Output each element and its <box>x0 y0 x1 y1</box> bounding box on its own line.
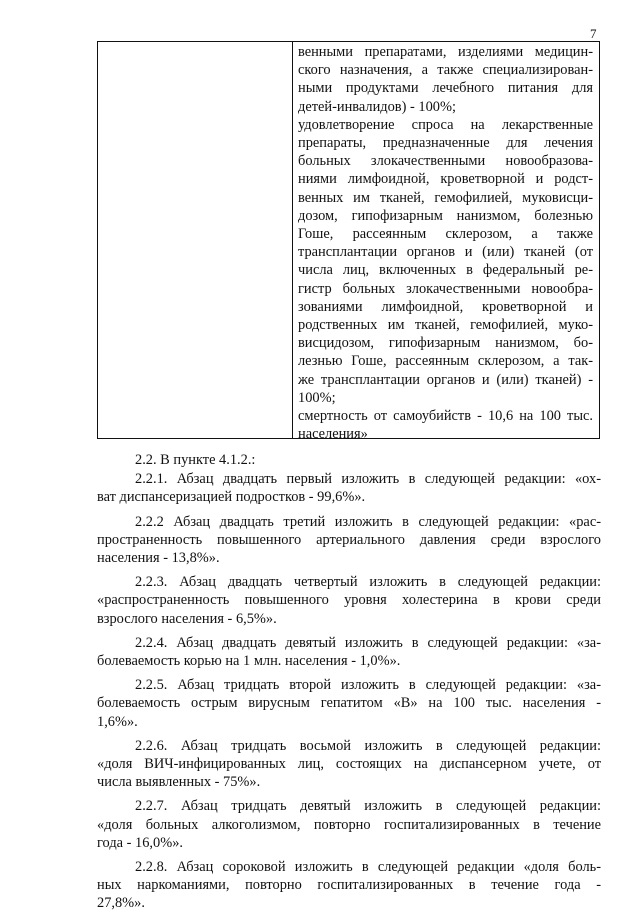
paragraph-line: пространенность повышенного артериального давления среди взрослого <box>97 531 601 548</box>
table-text-line: ниями лимфоидной, кроветворной и родст- <box>298 171 593 188</box>
table-text-line: детей-инвалидов) - 100%; <box>298 98 456 115</box>
table-text-line: лезнью Гоше, рассеянным склерозом, а так- <box>298 353 593 370</box>
table-text-line: ными продуктами лечебного питания для <box>298 80 593 97</box>
table-text-line: трансплантации органов и (или) тканей (от <box>298 244 593 261</box>
table-text-line: больных злокачественными новообразова- <box>298 153 593 170</box>
amendment-paragraph <box>97 737 601 792</box>
table-left-cell <box>98 42 293 438</box>
table-text-line: числа лиц, включенных в федеральный ре- <box>298 262 593 279</box>
paragraph-line: ват диспансеризацией подростков - 99,6%». <box>97 489 366 506</box>
amendment-paragraph <box>97 634 601 670</box>
paragraph-line: числа выявленных - 75%». <box>97 774 261 791</box>
table-text-line: смертность от самоубийств - 10,6 на 100 тыс. <box>298 408 593 425</box>
paragraph-line: 27,8%». <box>97 895 145 912</box>
paragraph-line: «распространенность повышенного уровня холестерина в крови среди <box>97 592 601 609</box>
table-text-line: венными препаратами, изделиями медицин- <box>298 44 593 60</box>
table-text-line: населения» <box>298 426 368 443</box>
paragraph-line: года - 16,0%». <box>97 834 183 851</box>
paragraph-line: болеваемость острым вирусным гепатитом «В» на 100 тыс. населения - <box>97 695 601 712</box>
paragraph-line: 2.2.4. Абзац двадцать девятый изложить в следующей редакции: «за- <box>135 634 601 651</box>
paragraph-line: «доля ВИЧ-инфицированных лиц, состоящих на диспансерном учете, от <box>97 756 601 773</box>
amendment-paragraph <box>97 573 601 628</box>
paragraph-line: 2.2.6. Абзац тридцать восьмой изложить в следующей редакции: <box>135 737 601 754</box>
table-text-line: родственных им тканей, гемофилией, муко- <box>298 317 593 334</box>
paragraph-line: «доля больных алкоголизмом, повторно госпитализированных в течение <box>97 816 601 833</box>
paragraph-line: 2.2.3. Абзац двадцать четвертый изложить в следующей редакции: <box>135 574 601 591</box>
table-text-line: гистр больных злокачественными новообра- <box>298 280 593 297</box>
paragraph-line: 1,6%». <box>97 713 138 730</box>
paragraph-line: 2.2.2 Абзац двадцать третий изложить в следующей редакции: «рас- <box>135 513 601 530</box>
table-text-line: Гоше, рассеянным склерозом, а также <box>298 226 593 243</box>
continuation-table <box>97 41 600 443</box>
paragraph-line: 2.2.7. Абзац тридцать девятый изложить в следующей редакции: <box>135 798 601 815</box>
table-text-line: дозом, гипофизарным нанизмом, болезнью <box>298 207 593 224</box>
table-text-line: же трансплантации органов и (или) тканей) - <box>298 371 593 388</box>
table-text-line: 100%; <box>298 389 336 406</box>
paragraph-line: взрослого населения - 6,5%». <box>97 610 277 627</box>
table-right-cell <box>293 42 599 443</box>
paragraph-line: 2.2.1. Абзац двадцать первый изложить в следующей редакции: «ох- <box>135 471 601 488</box>
table-text-line: ского назначения, а также специализирован- <box>298 62 593 79</box>
page-number: 7 <box>590 26 597 41</box>
amendments-section <box>97 451 601 919</box>
amendment-paragraph <box>97 513 601 568</box>
paragraph-line: болеваемость корью на 1 млн. населения - 1,0%». <box>97 653 401 670</box>
table-text-line: удовлетворение спроса на лекарственные <box>298 116 593 133</box>
amendment-list <box>97 470 601 912</box>
paragraph-line: 2.2.8. Абзац сороковой изложить в следующей редакции «доля боль- <box>135 859 601 876</box>
table-text-line: препараты, предназначенные для лечения <box>298 135 593 152</box>
amendment-paragraph <box>97 858 601 913</box>
table-text-line: зованиями лимфоидной, кроветворной и <box>298 298 593 315</box>
section-heading: 2.2. В пункте 4.1.2.: <box>135 452 256 468</box>
table-text-line: венных им тканей, гемофилией, муковисци- <box>298 189 593 206</box>
paragraph-line: 2.2.5. Абзац тридцать второй изложить в следующей редакции: «за- <box>135 677 601 694</box>
amendment-paragraph <box>97 797 601 852</box>
paragraph-line: населения - 13,8%». <box>97 550 220 567</box>
amendment-paragraph <box>97 470 601 506</box>
paragraph-line: ных наркоманиями, повторно госпитализированных в течение года - <box>97 877 601 894</box>
amendment-paragraph <box>97 676 601 731</box>
table-text-line: висцидозом, гипофизарным нанизмом, бо- <box>298 335 593 352</box>
